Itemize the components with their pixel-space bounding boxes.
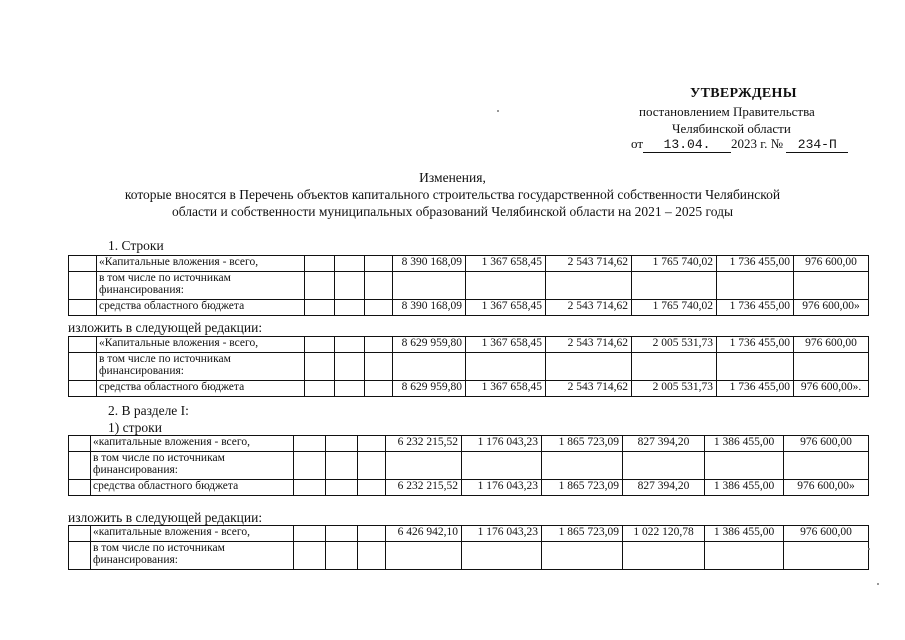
row-label: «капитальные вложения - всего, xyxy=(91,436,294,452)
value-cell xyxy=(386,452,462,480)
approved-stamp-heading: УТВЕРЖДЕНЫ xyxy=(690,86,797,101)
section-2-heading: 2. В разделе I: xyxy=(108,403,189,418)
value-cell xyxy=(393,353,466,381)
empty-cell xyxy=(69,272,97,300)
empty-cell xyxy=(326,542,358,570)
value-cell xyxy=(546,353,632,381)
table-row xyxy=(69,353,869,381)
value-cell: 1 865 723,09 xyxy=(542,436,623,452)
value-cell: 976 600,00 xyxy=(784,526,869,542)
empty-cell xyxy=(294,436,326,452)
value-cell: 6 232 215,52 xyxy=(386,436,462,452)
table-section-1-original-rows xyxy=(68,435,869,496)
value-cell xyxy=(546,272,632,300)
empty-cell xyxy=(335,353,365,381)
value-cell: 1 765 740,02 xyxy=(632,256,717,272)
table-row xyxy=(69,272,869,300)
year-number-label: 2023 г. № xyxy=(731,136,784,151)
table-row xyxy=(69,337,869,353)
value-cell xyxy=(717,353,794,381)
scan-speck xyxy=(497,110,499,112)
row-label: средства областного бюджета xyxy=(97,381,305,397)
value-cell xyxy=(542,542,623,570)
value-cell: 1 176 043,23 xyxy=(462,480,542,496)
empty-cell xyxy=(305,256,335,272)
table-new-rows xyxy=(68,336,869,397)
value-cell: 1 386 455,00 xyxy=(705,480,784,496)
table-row xyxy=(69,526,869,542)
value-cell xyxy=(717,272,794,300)
row-label: в том числе по источникам финансирования: xyxy=(91,542,294,570)
row-label: «Капитальные вложения - всего, xyxy=(97,337,305,353)
empty-cell xyxy=(365,337,393,353)
value-cell: 976 600,00». xyxy=(794,381,869,397)
scan-speck xyxy=(868,548,870,550)
table-row xyxy=(69,542,869,570)
empty-cell xyxy=(69,353,97,381)
empty-cell xyxy=(69,436,91,452)
empty-cell xyxy=(326,480,358,496)
value-cell: 976 600,00 xyxy=(794,337,869,353)
empty-cell xyxy=(335,337,365,353)
scan-speck xyxy=(877,583,879,585)
approval-date: 13.04. xyxy=(643,137,731,153)
row-label: средства областного бюджета xyxy=(91,480,294,496)
value-cell: 976 600,00» xyxy=(784,480,869,496)
empty-cell xyxy=(326,436,358,452)
from-label: от xyxy=(631,136,644,151)
empty-cell xyxy=(294,452,326,480)
table-row xyxy=(69,256,869,272)
value-cell: 1 367 658,45 xyxy=(466,381,546,397)
value-cell: 8 629 959,80 xyxy=(393,381,466,397)
value-cell xyxy=(466,272,546,300)
approval-line-region: Челябинской области xyxy=(672,121,791,136)
empty-cell xyxy=(305,272,335,300)
row-label: «капитальные вложения - всего, xyxy=(91,526,294,542)
document-subtitle-line2: области и собственности муниципальных образований Челябинской области на 2021 – 2025 годы xyxy=(171,204,734,219)
value-cell: 8 390 168,09 xyxy=(393,300,466,316)
value-cell xyxy=(794,353,869,381)
empty-cell xyxy=(305,353,335,381)
value-cell: 8 629 959,80 xyxy=(393,337,466,353)
row-label: «Капитальные вложения - всего, xyxy=(97,256,305,272)
table-original-rows xyxy=(68,255,869,316)
section-1-heading: 1. Строки xyxy=(108,238,164,253)
value-cell xyxy=(632,353,717,381)
empty-cell xyxy=(358,542,386,570)
table-row xyxy=(69,381,869,397)
empty-cell xyxy=(69,300,97,316)
document-subtitle-line1: которые вносятся в Перечень объектов капитального строительства государственной собственности Челябинской xyxy=(124,187,781,202)
empty-cell xyxy=(69,256,97,272)
empty-cell xyxy=(335,272,365,300)
section-2-sub-heading: 1) строки xyxy=(108,420,162,435)
value-cell: 2 005 531,73 xyxy=(632,337,717,353)
empty-cell xyxy=(365,353,393,381)
value-cell: 1 386 455,00 xyxy=(705,436,784,452)
empty-cell xyxy=(305,381,335,397)
value-cell: 976 600,00 xyxy=(794,256,869,272)
value-cell xyxy=(466,353,546,381)
value-cell: 6 426 942,10 xyxy=(386,526,462,542)
value-cell: 827 394,20 xyxy=(623,480,705,496)
value-cell: 1 022 120,78 xyxy=(623,526,705,542)
value-cell: 1 367 658,45 xyxy=(466,300,546,316)
empty-cell xyxy=(69,480,91,496)
value-cell: 1 386 455,00 xyxy=(705,526,784,542)
value-cell xyxy=(794,272,869,300)
value-cell xyxy=(705,542,784,570)
row-label: в том числе по источникам финансирования: xyxy=(97,353,305,381)
value-cell: 2 005 531,73 xyxy=(632,381,717,397)
value-cell: 8 390 168,09 xyxy=(393,256,466,272)
value-cell: 2 543 714,62 xyxy=(546,337,632,353)
value-cell: 1 176 043,23 xyxy=(462,526,542,542)
empty-cell xyxy=(294,542,326,570)
value-cell xyxy=(784,452,869,480)
value-cell: 1 765 740,02 xyxy=(632,300,717,316)
empty-cell xyxy=(69,381,97,397)
value-cell: 2 543 714,62 xyxy=(546,256,632,272)
value-cell: 1 865 723,09 xyxy=(542,480,623,496)
table-row xyxy=(69,480,869,496)
empty-cell xyxy=(365,256,393,272)
approval-line-resolution: постановлением Правительства xyxy=(639,104,815,119)
empty-cell xyxy=(294,526,326,542)
value-cell xyxy=(462,542,542,570)
empty-cell xyxy=(335,300,365,316)
empty-cell xyxy=(305,300,335,316)
empty-cell xyxy=(365,300,393,316)
value-cell: 1 176 043,23 xyxy=(462,436,542,452)
value-cell: 1 736 455,00 xyxy=(717,300,794,316)
empty-cell xyxy=(69,337,97,353)
value-cell: 827 394,20 xyxy=(623,436,705,452)
empty-cell xyxy=(358,436,386,452)
section-2-replace-label: изложить в следующей редакции: xyxy=(68,510,263,525)
value-cell xyxy=(705,452,784,480)
empty-cell xyxy=(294,480,326,496)
value-cell: 1 367 658,45 xyxy=(466,337,546,353)
value-cell: 1 736 455,00 xyxy=(717,256,794,272)
value-cell xyxy=(784,542,869,570)
empty-cell xyxy=(358,526,386,542)
value-cell: 2 543 714,62 xyxy=(546,381,632,397)
row-label: в том числе по источникам финансирования: xyxy=(91,452,294,480)
empty-cell xyxy=(69,526,91,542)
empty-cell xyxy=(326,452,358,480)
section-1-replace-label: изложить в следующей редакции: xyxy=(68,320,263,335)
value-cell xyxy=(623,542,705,570)
value-cell xyxy=(623,452,705,480)
empty-cell xyxy=(335,381,365,397)
empty-cell xyxy=(305,337,335,353)
empty-cell xyxy=(69,452,91,480)
empty-cell xyxy=(326,526,358,542)
table-row xyxy=(69,452,869,480)
value-cell: 1 736 455,00 xyxy=(717,337,794,353)
empty-cell xyxy=(365,381,393,397)
value-cell: 976 600,00» xyxy=(794,300,869,316)
value-cell: 1 736 455,00 xyxy=(717,381,794,397)
value-cell: 976 600,00 xyxy=(784,436,869,452)
table-row xyxy=(69,436,869,452)
value-cell xyxy=(386,542,462,570)
row-label: в том числе по источникам финансирования: xyxy=(97,272,305,300)
document-title: Изменения, xyxy=(419,170,486,185)
value-cell xyxy=(393,272,466,300)
value-cell xyxy=(632,272,717,300)
value-cell: 1 367 658,45 xyxy=(466,256,546,272)
value-cell: 2 543 714,62 xyxy=(546,300,632,316)
value-cell xyxy=(462,452,542,480)
row-label: средства областного бюджета xyxy=(97,300,305,316)
empty-cell xyxy=(365,272,393,300)
table-row xyxy=(69,300,869,316)
empty-cell xyxy=(358,480,386,496)
empty-cell xyxy=(335,256,365,272)
value-cell: 6 232 215,52 xyxy=(386,480,462,496)
value-cell: 1 865 723,09 xyxy=(542,526,623,542)
approval-date-row xyxy=(631,136,848,153)
resolution-number: 234-П xyxy=(786,137,848,153)
table-section-1-new-rows xyxy=(68,525,869,570)
empty-cell xyxy=(358,452,386,480)
empty-cell xyxy=(69,542,91,570)
value-cell xyxy=(542,452,623,480)
